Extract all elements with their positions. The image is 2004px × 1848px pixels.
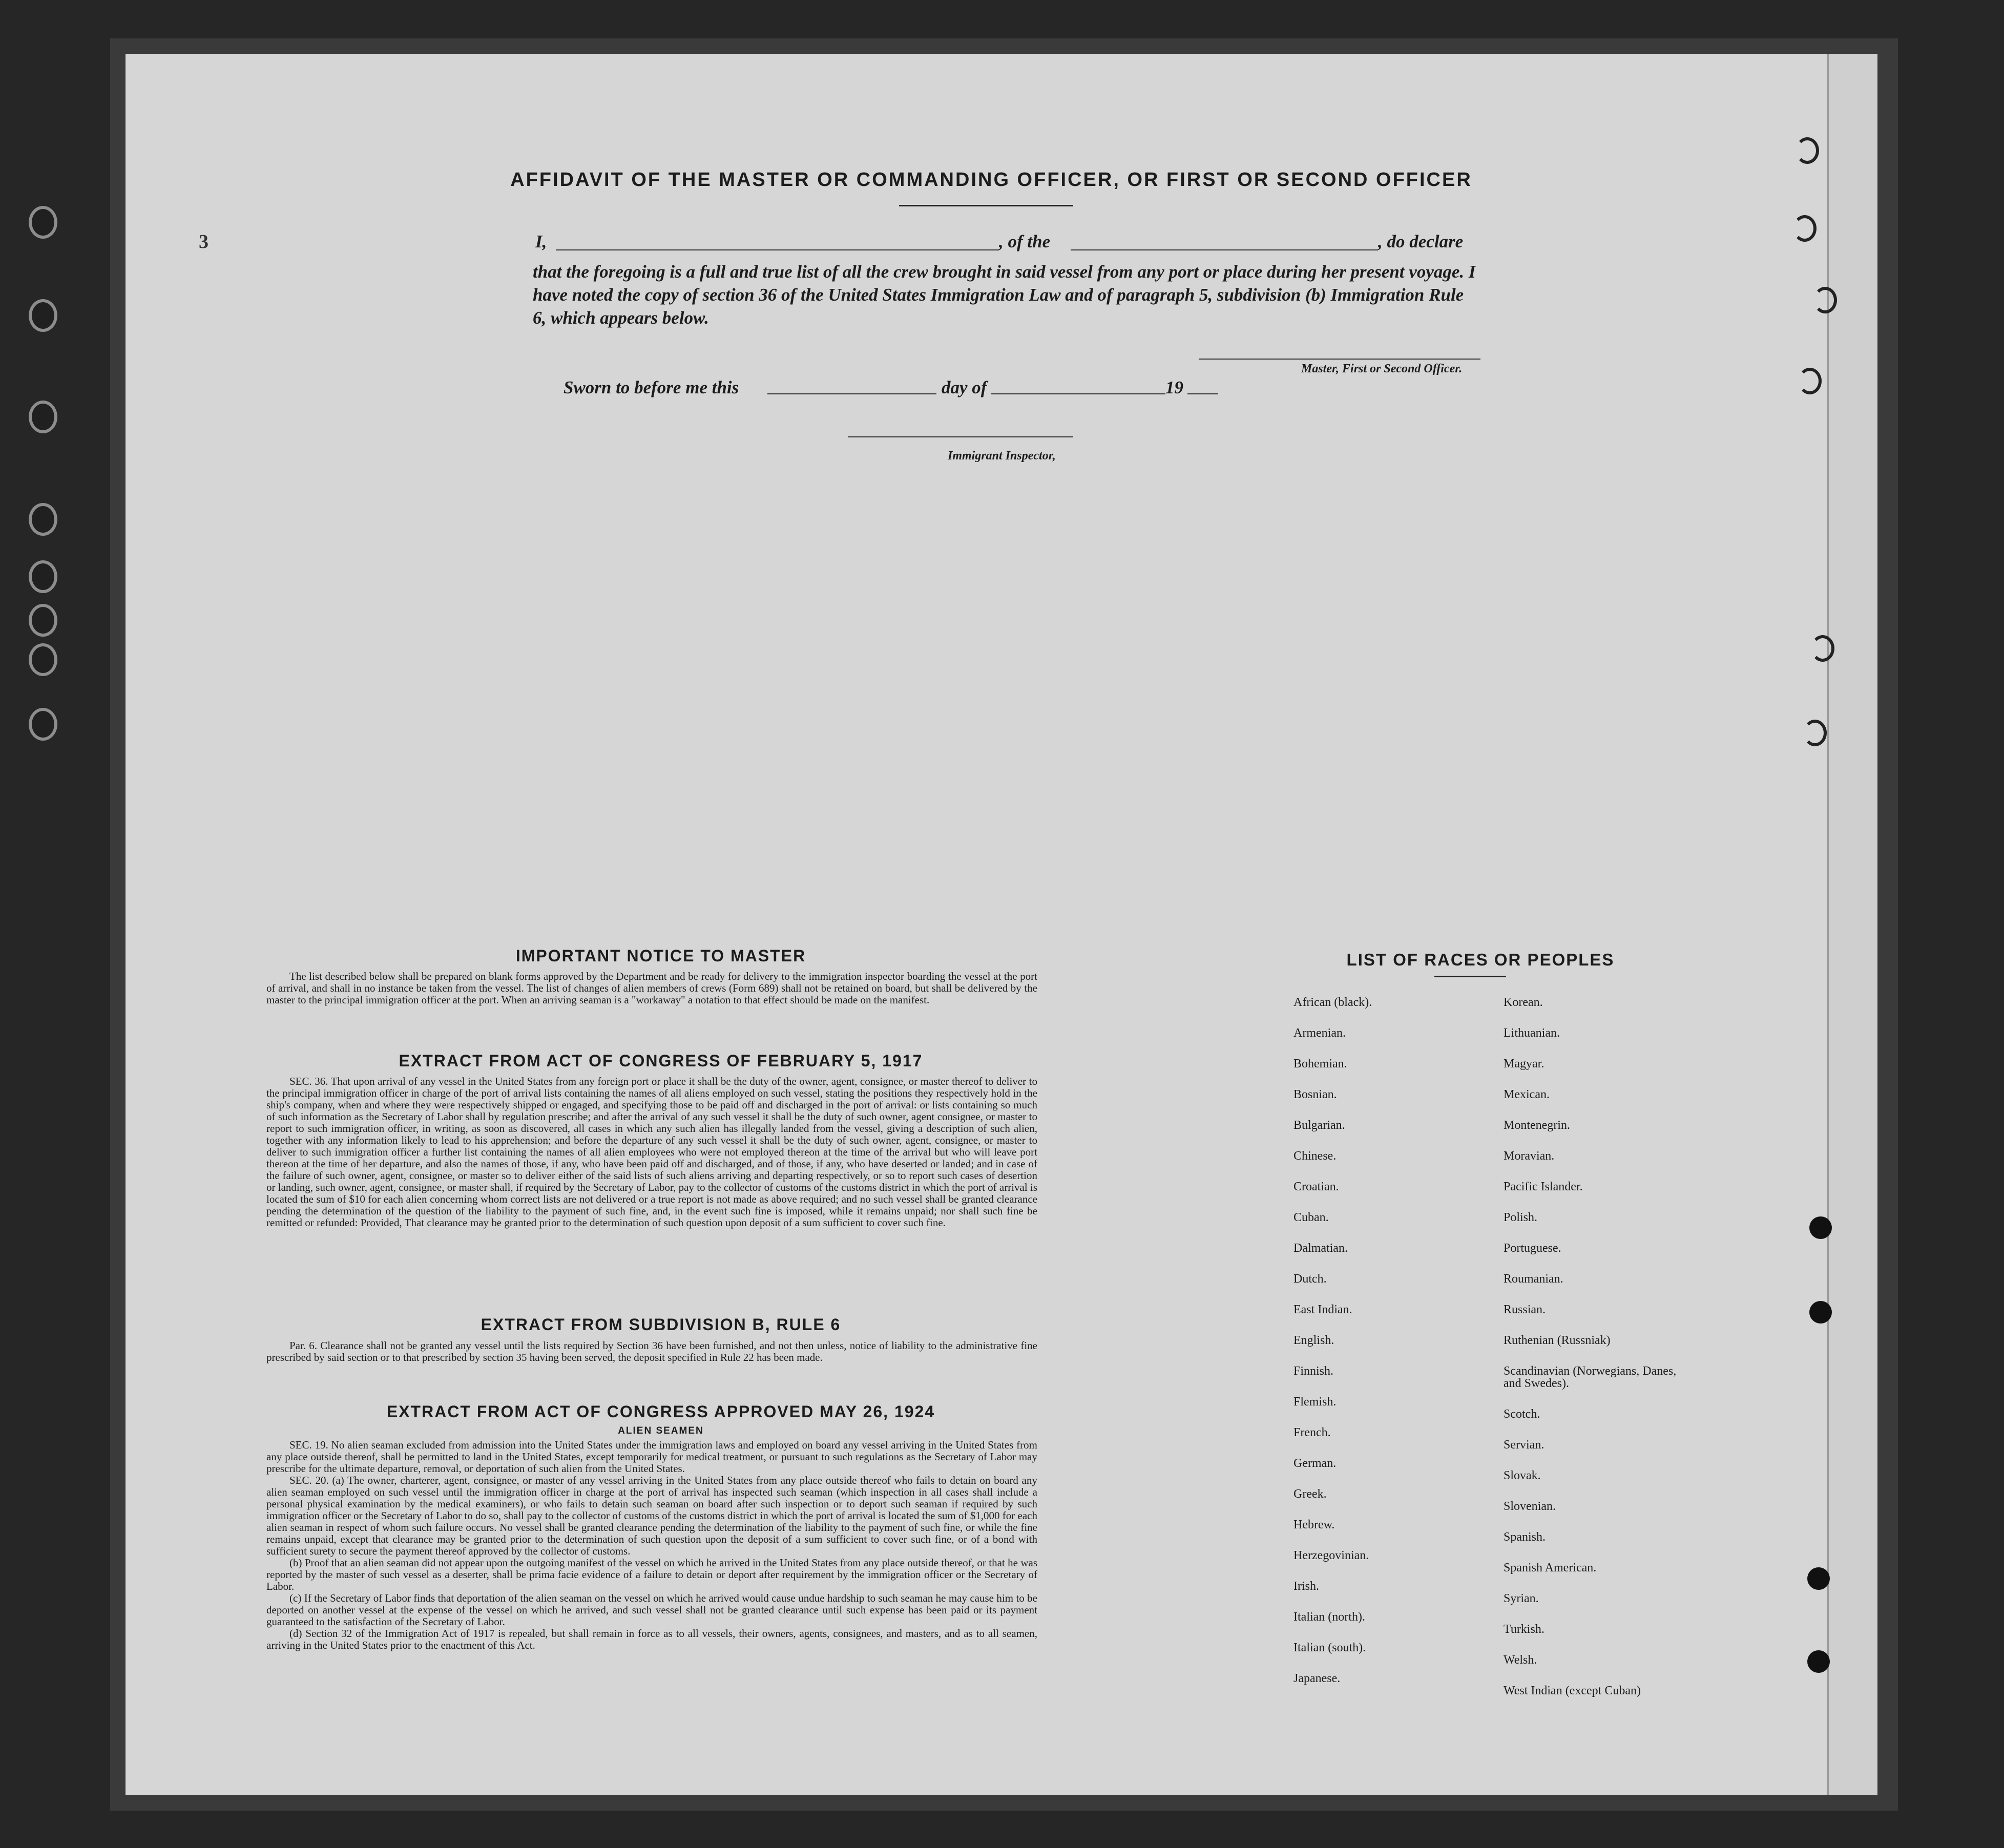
extract-1924-subtitle: ALIEN SEAMEN bbox=[618, 1425, 704, 1436]
binder-hole bbox=[1798, 368, 1822, 394]
race-item: Bulgarian. bbox=[1293, 1119, 1345, 1132]
binder-hole bbox=[1809, 1301, 1832, 1324]
race-item: Slovak. bbox=[1504, 1469, 1541, 1482]
race-item: Polish. bbox=[1504, 1211, 1538, 1224]
notice-text bbox=[266, 971, 1037, 1006]
race-item: West Indian (except Cuban) bbox=[1504, 1684, 1641, 1697]
race-item: Pacific Islander. bbox=[1504, 1180, 1583, 1193]
race-item: Italian (south). bbox=[1293, 1641, 1366, 1654]
rule6-paragraph: Par. 6. Clearance shall not be granted any vessel until the lists required by Section 36 have been furnished, and not then unless, notice of liability to the administrative fine prescribed by said section or to that prescribed by section 35 having been served, the deposit specified in Rule 22 has been made. bbox=[266, 1339, 1037, 1363]
race-item: Croatian. bbox=[1293, 1180, 1339, 1193]
races-title: LIST OF RACES OR PEOPLES bbox=[1346, 950, 1615, 969]
binder-hole bbox=[32, 506, 54, 533]
title-rule bbox=[899, 205, 1073, 206]
binder-hole bbox=[1807, 1567, 1830, 1590]
races-left-column bbox=[1293, 996, 1372, 1703]
binder-hole bbox=[32, 209, 54, 236]
affidavit-paragraph: that the foregoing is a full and true list of all the crew brought in said vessel from any port or place during her present voyage. I have noted the copy of section 36 of the United States Immigration Law and of paragraph 5, subdivision (b) Immigration Rule 6, which appears below. bbox=[533, 262, 1476, 328]
race-item: Turkish. bbox=[1504, 1623, 1544, 1636]
race-item: Syrian. bbox=[1504, 1592, 1539, 1605]
race-item: Japanese. bbox=[1293, 1672, 1341, 1685]
race-item: Armenian. bbox=[1293, 1026, 1346, 1040]
binder-hole bbox=[32, 563, 54, 590]
binder-hole bbox=[32, 302, 54, 329]
binder-hole bbox=[32, 404, 54, 430]
extract-rule6-text bbox=[266, 1340, 1037, 1363]
race-item: Italian (north). bbox=[1293, 1610, 1365, 1624]
extract-rule6-title: EXTRACT FROM SUBDIVISION B, RULE 6 bbox=[481, 1315, 841, 1334]
binder-hole bbox=[1813, 287, 1837, 313]
race-item: Bohemian. bbox=[1293, 1057, 1347, 1070]
race-item: Greek. bbox=[1293, 1487, 1327, 1501]
binder-hole bbox=[32, 607, 54, 634]
binder-hole bbox=[32, 711, 54, 738]
race-item: Portuguese. bbox=[1504, 1242, 1561, 1255]
race-item: French. bbox=[1293, 1426, 1331, 1439]
races-title-rule bbox=[1434, 976, 1506, 977]
race-item: Magyar. bbox=[1504, 1057, 1544, 1070]
race-item: Finnish. bbox=[1293, 1364, 1334, 1378]
race-item: Mexican. bbox=[1504, 1088, 1550, 1101]
race-item: Scotch. bbox=[1504, 1408, 1540, 1421]
extract-1924-text bbox=[266, 1439, 1037, 1651]
race-item: Spanish. bbox=[1504, 1530, 1546, 1544]
sworn-day-label: day of bbox=[942, 377, 987, 397]
vessel-name-field[interactable] bbox=[1071, 249, 1378, 250]
race-item: Russian. bbox=[1504, 1303, 1546, 1316]
binder-hole bbox=[1796, 137, 1819, 164]
race-item: Welsh. bbox=[1504, 1653, 1537, 1667]
notice-paragraph: The list described below shall be prepared on blank forms approved by the Department and be ready for delivery to the immigration inspector boarding the vessel at the port of arrival, and shall in no instance be taken from the vessel. The list of changes of alien members of crews (Form 689) shall not be retained on board, but shall be delivered by the master to the principal immigration officer at the port. When an arriving seaman is a "workaway" a notation to that effect should be made on the manifest. bbox=[266, 970, 1037, 1006]
binder-hole bbox=[1793, 215, 1817, 242]
binder-hole bbox=[32, 646, 54, 673]
declarant-prefix: I, bbox=[535, 232, 547, 251]
race-item: Dalmatian. bbox=[1293, 1242, 1348, 1255]
extract-1917-title: EXTRACT FROM ACT OF CONGRESS OF FEBRUARY 5, 1917 bbox=[399, 1052, 923, 1070]
race-item: Ruthenian (Russniak) bbox=[1504, 1334, 1611, 1347]
declarant-name-field[interactable] bbox=[556, 249, 999, 250]
race-item: Cuban. bbox=[1293, 1211, 1329, 1224]
sworn-date-field[interactable] bbox=[767, 393, 936, 394]
race-item: Montenegrin. bbox=[1504, 1119, 1570, 1132]
race-item: Servian. bbox=[1504, 1438, 1544, 1452]
section-20c-paragraph: (c) If the Secretary of Labor finds that deportation of the alien seaman on the vessel on which he arrived would cause undue hardship to such seaman he may cause him to be deported on another vessel at the expense of the vessel on which he arrived, and such vessel shall not be granted clearance until such expense has been paid or its payment guaranteed to the satisfaction of the Secretary of Labor. bbox=[266, 1592, 1037, 1628]
page-edge-strip bbox=[1827, 54, 1877, 1795]
race-item: Roumanian. bbox=[1504, 1272, 1563, 1286]
race-item: Spanish American. bbox=[1504, 1561, 1597, 1574]
sworn-prefix: Sworn to before me this bbox=[563, 377, 739, 397]
race-item: Flemish. bbox=[1293, 1395, 1337, 1409]
master-signature-field[interactable] bbox=[1199, 359, 1480, 360]
section-20d-paragraph: (d) Section 32 of the Immigration Act of 1917 is repealed, but shall remain in force as to all vessels, their owners, agents, consignees, and masters, and as to all seamen, arriving in the United States prior to the enactment of this Act. bbox=[266, 1627, 1037, 1651]
binder-hole bbox=[1809, 1216, 1832, 1239]
race-item: German. bbox=[1293, 1457, 1337, 1470]
page-mark: 3 bbox=[199, 231, 208, 253]
race-item: Bosnian. bbox=[1293, 1088, 1337, 1101]
notice-title: IMPORTANT NOTICE TO MASTER bbox=[515, 947, 806, 965]
section-36-paragraph: SEC. 36. That upon arrival of any vessel in the United States from any foreign port or place it shall be the duty of the owner, agent, consignee, or master thereof to deliver to the principal immigration officer in charge of the port of arrival lists containing the names of all aliens employed on such vessel, stating the positions they respectively hold in the ship's company, when and where they were respectively shipped or engaged, and specifying those to be paid off and discharged in the port of arrival: or lists containing so much of such information as the Secretary of Labor shall by regulation prescribe; and after the arrival of any such vessel it shall be the duty of such owner, agent consignee, or master to report to such immigration officer, in writing, as soon as discovered, all cases in which any such alien has illegally landed from the vessel, giving a description of such alien, together with any information likely to lead to his apprehension; and before the departure of any such vessel it shall be the duty of such owner, agent, consignee, or master to deliver to such immigration officer a further list containing the names of all alien employees who were not employed thereon at the time of the arrival but who will leave port thereon at the time of her departure, and also the names of those, if any, who have been paid off and discharged, and of those, if any, who have deserted or landed; and in case of the failure of such owner, agent, consignee, or master so to deliver either of the said lists of such aliens arriving and departing respectively, or so to report such cases of desertion or landing, such owner, agent, consignee, or master shall, if required by the Secretary of Labor, pay to the collector of customs of the customs district in which the port of arrival is located the sum of $10 for each alien concerning whom correct lists are not delivered or a true report is not made as above required; and no such vessel shall be granted clearance pending the determination of the question of the liability to the payment of such fine, and, in the event such fine is imposed, while it remains unpaid; nor shall such fine be remitted or refunded: Provided, That clearance may be granted prior to the determination of such question upon deposit of a sum sufficient to cover such fine. bbox=[266, 1075, 1037, 1229]
race-item: Chinese. bbox=[1293, 1149, 1337, 1163]
bleed-through-texture bbox=[1501, 448, 1509, 602]
master-signature-caption: Master, First or Second Officer. bbox=[1301, 362, 1463, 375]
binder-hole bbox=[1811, 635, 1834, 662]
section-19-paragraph: SEC. 19. No alien seaman excluded from admission into the United States under the immigration laws and employed on board any vessel arriving in the United States from any place outside thereof, shall be permitted to land in the United States, except temporarily for medical treatment, or pursuant to such regulations as the Secretary of Labor may prescribe for the ultimate departure, removal, or deportation of such alien from the United States. bbox=[266, 1439, 1037, 1475]
race-item: Korean. bbox=[1504, 996, 1543, 1009]
extract-1917-text bbox=[266, 1076, 1037, 1229]
vessel-of-label: , of the bbox=[999, 232, 1051, 251]
race-item: Scandinavian (Norwegians, Danes, and Swedes). bbox=[1504, 1364, 1677, 1390]
sworn-year-label: 19 bbox=[1165, 377, 1183, 397]
race-item: Dutch. bbox=[1293, 1272, 1327, 1286]
binder-hole bbox=[1807, 1650, 1830, 1673]
inspector-signature-field[interactable] bbox=[848, 436, 1073, 437]
section-20b-paragraph: (b) Proof that an alien seaman did not appear upon the outgoing manifest of the vessel on which he arrived in the United States from any place outside thereof, or that he was reported by the master of such vessel as a deserter, shall be prima facie evidence of a failure to detain or deport after requirement by the immigration officer or the Secretary of Labor. bbox=[266, 1557, 1037, 1592]
affidavit-title: AFFIDAVIT OF THE MASTER OR COMMANDING OFFICER, OR FIRST OR SECOND OFFICER bbox=[510, 169, 1472, 191]
inspector-caption: Immigrant Inspector, bbox=[948, 449, 1056, 463]
race-item: East Indian. bbox=[1293, 1303, 1352, 1316]
sworn-year-field[interactable] bbox=[1187, 393, 1218, 394]
section-20a-paragraph: SEC. 20. (a) The owner, charterer, agent, consignee, or master of any vessel arriving in the United States from any place outside thereof who fails to detain on board any alien seaman employed on such vessel until the immigration officer in charge at the port of arrival has inspected such seaman (which inspection in all cases shall include a personal physical examination by the medical examiners), or who fails to detain such seaman on board after such inspection or to deport such seaman if required by such immigration officer or the Secretary of Labor to do so, shall pay to the collector of customs of the customs district in which the port of arrival is located the sum of $1,000 for each alien seaman in respect of whom such failure occurs. No vessel shall be granted clearance pending the determination of the liability to the payment of such fine, or while the fine remains unpaid, except that clearance may be granted prior to the determination of such question upon the deposit of a sum sufficient to cover such fine, or of a bond with sufficient surety to secure the payment thereof approved by the collector of customs. bbox=[266, 1474, 1037, 1557]
binder-hole bbox=[1803, 720, 1827, 746]
race-item: African (black). bbox=[1293, 996, 1372, 1009]
race-item: Moravian. bbox=[1504, 1149, 1555, 1163]
race-item: Slovenian. bbox=[1504, 1500, 1556, 1513]
declare-label: , do declare bbox=[1378, 232, 1464, 251]
race-item: Herzegovinian. bbox=[1293, 1549, 1369, 1562]
race-item: Lithuanian. bbox=[1504, 1026, 1560, 1040]
race-item: Hebrew. bbox=[1293, 1518, 1335, 1531]
race-item: English. bbox=[1293, 1334, 1334, 1347]
race-item: Irish. bbox=[1293, 1580, 1319, 1593]
races-right-column bbox=[1504, 996, 1688, 1715]
extract-1924-title: EXTRACT FROM ACT OF CONGRESS APPROVED MAY 26, 1924 bbox=[386, 1402, 935, 1421]
sworn-month-field[interactable] bbox=[991, 393, 1165, 394]
